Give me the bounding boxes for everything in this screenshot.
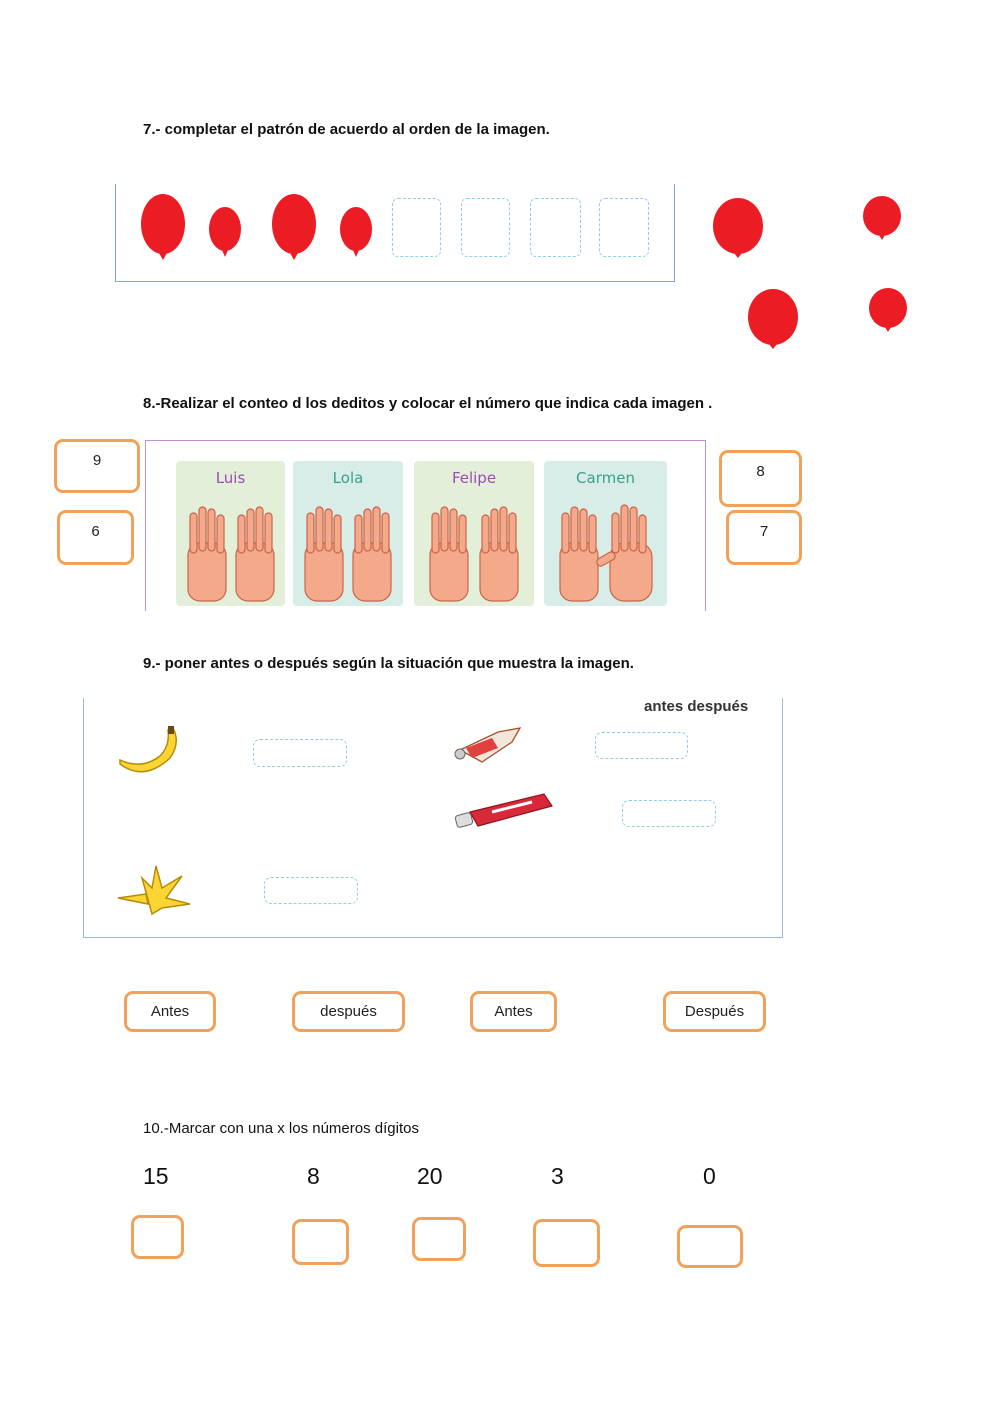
option-despues[interactable]: después [292, 991, 405, 1032]
answer-box-9[interactable]: 9 [54, 439, 140, 493]
answer-box-8[interactable]: 8 [719, 450, 802, 507]
banana-icon [112, 724, 184, 784]
number-15: 15 [143, 1163, 169, 1189]
pattern-slot[interactable] [530, 198, 581, 257]
balloon-icon [337, 205, 375, 261]
pattern-slot[interactable] [599, 198, 649, 257]
banana-peel-icon [112, 858, 196, 922]
number-20: 20 [417, 1163, 443, 1189]
answer-box-7[interactable]: 7 [726, 510, 802, 565]
option-despues[interactable]: Después [663, 991, 766, 1032]
mark-box-8[interactable] [292, 1219, 349, 1265]
mark-box-3[interactable] [533, 1219, 600, 1267]
sequence-slot-peel[interactable] [264, 877, 358, 904]
mark-box-20[interactable] [412, 1217, 466, 1261]
balloon-icon [269, 192, 319, 264]
balloon-icon [206, 205, 244, 261]
option-antes[interactable]: Antes [124, 991, 216, 1032]
hand-card-name: Carmen [576, 469, 635, 487]
q8-title: 8.-Realizar el conteo d los deditos y colocar el número que indica cada imagen . [143, 395, 713, 412]
number-3: 3 [551, 1163, 564, 1189]
balloon-icon [138, 192, 188, 264]
number-8: 8 [307, 1163, 320, 1189]
sequence-slot-toothpaste-empty[interactable] [595, 732, 688, 759]
hand-card-lola [293, 461, 403, 606]
sequence-slot-toothpaste-full[interactable] [622, 800, 716, 827]
q9-title: 9.- poner antes o después según la situación que muestra la imagen. [143, 655, 634, 672]
draggable-balloon-large[interactable] [710, 196, 766, 260]
mark-box-15[interactable] [131, 1215, 184, 1259]
sequence-legend: antes después [644, 698, 749, 715]
draggable-balloon-small[interactable] [860, 194, 904, 242]
hand-card-carmen [544, 461, 667, 606]
draggable-balloon-large[interactable] [745, 287, 801, 351]
hands-icon [184, 503, 278, 603]
empty-toothpaste-icon [452, 724, 526, 768]
option-antes[interactable]: Antes [470, 991, 557, 1032]
q7-title: 7.- completar el patrón de acuerdo al orden de la imagen. [143, 121, 550, 138]
hands-icon [556, 503, 656, 603]
hands-icon [301, 503, 395, 603]
hand-card-luis [176, 461, 285, 606]
number-0: 0 [703, 1163, 716, 1189]
hand-card-name: Lola [332, 469, 364, 487]
answer-box-6[interactable]: 6 [57, 510, 134, 565]
hands-icon [426, 503, 522, 603]
sequence-slot-banana[interactable] [253, 739, 347, 767]
pattern-slot[interactable] [392, 198, 441, 257]
mark-box-0[interactable] [677, 1225, 743, 1268]
q10-title: 10.-Marcar con una x los números dígitos [143, 1120, 419, 1137]
hand-card-felipe [414, 461, 534, 606]
draggable-balloon-small[interactable] [866, 286, 910, 334]
full-toothpaste-icon [452, 792, 556, 834]
pattern-slot[interactable] [461, 198, 510, 257]
hand-card-name: Felipe [451, 469, 497, 487]
hand-card-name: Luis [215, 469, 246, 487]
